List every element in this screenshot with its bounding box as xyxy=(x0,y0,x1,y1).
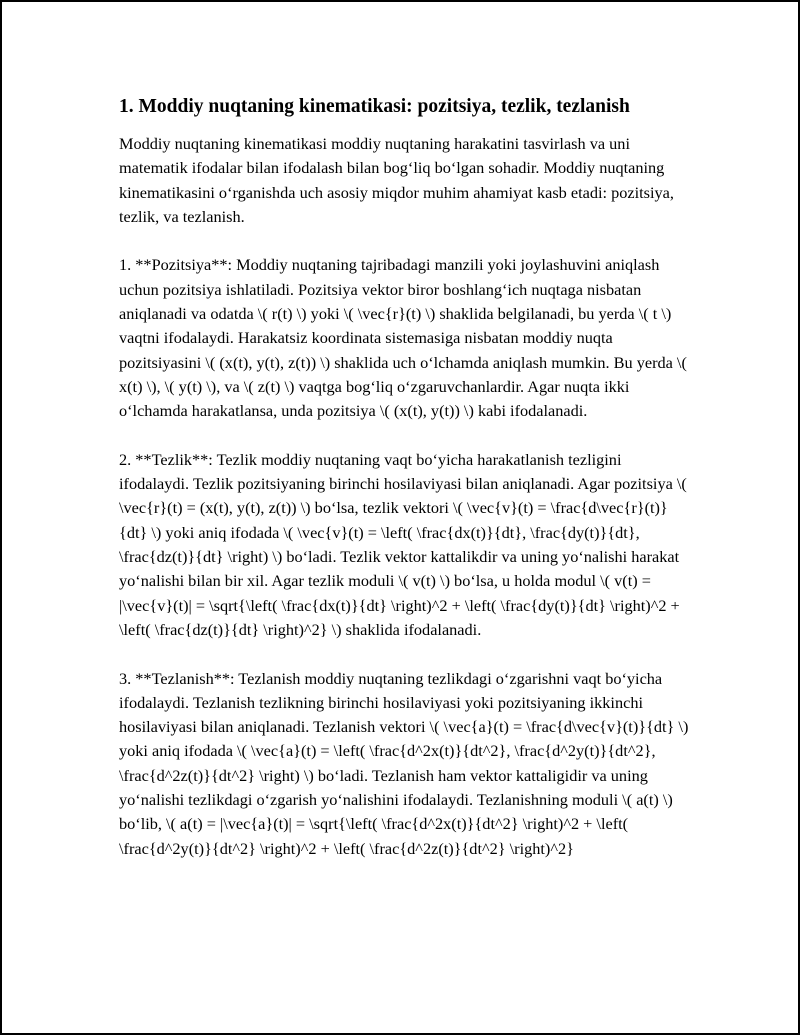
document-content xyxy=(119,94,689,861)
acceleration-paragraph: 3. **Tezlanish**: Tezlanish moddiy nuqtaning tezlikdagi o‘zgarishni vaqt bo‘yicha ifodalaydi. Tezlanish tezlikning birinchi hosilaviyasi yoki pozitsiyaning ikkinchi hosilaviyasi bilan aniqlanadi. Tezlanish vektori \( \vec{a}(t) = \frac{d\vec{v}(t)}{dt} \) yoki aniq ifodada \( \vec{a}(t) = \left( \frac{d^2x(t)}{dt^2}, \frac{d^2y(t)}{dt^2}, \frac{d^2z(t)}{dt^2} \right) \) bo‘ladi. Tezlanish ham vektor kattaligidir va uning yo‘nalishi tezlikdagi o‘zgarish yo‘nalishini ifodalaydi. Tezlanishning moduli \( a(t) \) bo‘lib, \( a(t) = |\vec{a}(t)| = \sqrt{\left( \frac{d^2x(t)}{dt^2} \right)^2 + \left( \frac{d^2y(t)}{dt^2} \right)^2 + \left( \frac{d^2z(t)}{dt^2} \right)^2} xyxy=(119,668,689,858)
document-title: 1. Moddiy nuqtaning kinematikasi: pozitsiya, tezlik, tezlanish xyxy=(119,96,630,117)
position-paragraph: 1. **Pozitsiya**: Moddiy nuqtaning tajribadagi manzili yoki joylashuvini aniqlash uchun pozitsiya ishlatiladi. Pozitsiya vektor biror boshlang‘ich nuqtaga nisbatan aniqlanadi va odatda \( r(t) \) yoki \( \vec{r}(t) \) shaklida belgilanadi, bu yerda \( t \) vaqtni ifodalaydi. Harakatsiz koordinata sistemasiga nisbatan moddiy nuqta pozitsiyasini \( (x(t), y(t), z(t)) \) shaklida uch o‘lchamda aniqlash mumkin. Bu yerda \( x(t) \), \( y(t) \), va \( z(t) \) vaqtga bog‘liq o‘zgaruvchanlardir. Agar nuqta ikki o‘lchamda harakatlansa, unda pozitsiya \( (x(t), y(t)) \) kabi ifodalanadi. xyxy=(119,255,687,421)
velocity-paragraph: 2. **Tezlik**: Tezlik moddiy nuqtaning vaqt bo‘yicha harakatlanish tezligini ifodalaydi. Tezlik pozitsiyaning birinchi hosilaviyasi bilan aniqlanadi. Agar pozitsiya \( \vec{r}(t) = (x(t), y(t), z(t)) \) bo‘lsa, tezlik vektori \( \vec{v}(t) = \frac{d\vec{r}(t)}{dt} \) yoki aniq ifodada \( \vec{v}(t) = \left( \frac{dx(t)}{dt}, \frac{dy(t)}{dt}, \frac{dz(t)}{dt} \right) \) bo‘ladi. Tezlik vektor kattalikdir va uning yo‘nalishi harakat yo‘nalishi bilan bir xil. Agar tezlik moduli \( v(t) \) bo‘lsa, u holda modul \( v(t) = |\vec{v}(t)| = \sqrt{\left( \frac{dx(t)}{dt} \right)^2 + \left( \frac{dy(t)}{dt} \right)^2 + \left( \frac{dz(t)}{dt} \right)^2} \) shaklida ifodalanadi. xyxy=(119,449,687,639)
intro-paragraph: Moddiy nuqtaning kinematikasi moddiy nuqtaning harakatini tasvirlash va uni matematik ifodalar bilan ifodalash bilan bog‘liq bo‘lgan sohadir. Moddiy nuqtaning kinematikasini o‘rganishda uch asosiy miqdor muhim ahamiyat kasb etadi: pozitsiya, tezlik, va tezlanish. xyxy=(119,134,674,226)
